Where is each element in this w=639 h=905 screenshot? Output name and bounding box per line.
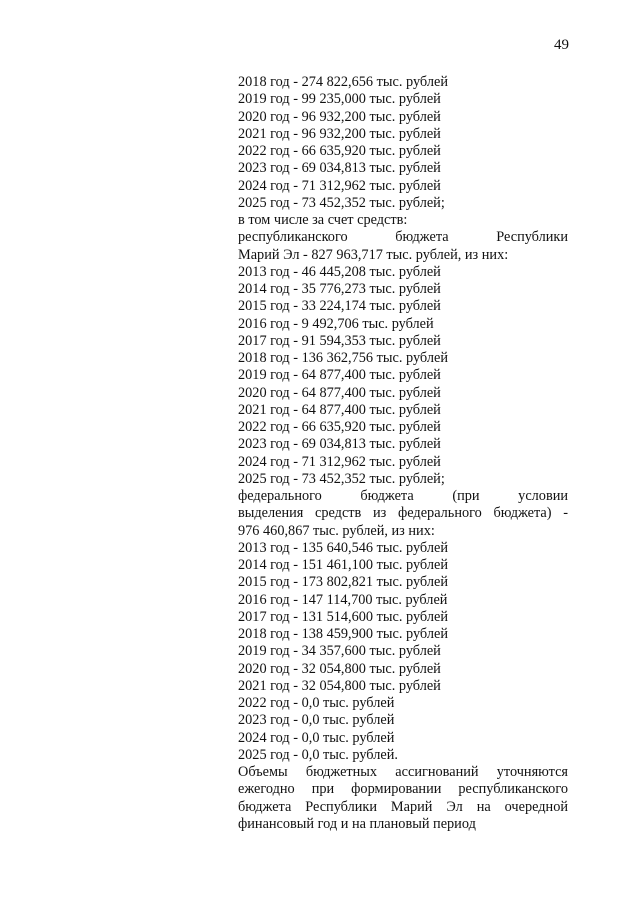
text-line: 2022 год - 0,0 тыс. рублей [238,695,395,711]
document-text [238,74,568,833]
text-line: Марий Эл - 827 963,717 тыс. рублей, из них: [238,246,509,263]
text-line-justified: выделения средств из федерального бюджета) - [238,505,568,522]
text-line: 2025 год - 73 452,352 тыс. рублей; [238,470,445,487]
text-line: 2015 год - 173 802,821 тыс. рублей [238,574,448,591]
text-line: 2015 год - 33 224,174 тыс. рублей [238,298,441,315]
text-line-justified: ежегодно при формировании республиканского [238,781,568,798]
text-line: в том числе за счет средств: [238,212,408,228]
text-line: 2013 год - 46 445,208 тыс. рублей [238,263,441,280]
text-line: 2021 год - 64 877,400 тыс. рублей [238,401,441,418]
text-line: 2019 год - 64 877,400 тыс. рублей [238,367,441,384]
text-line: 2024 год - 0,0 тыс. рублей [238,729,395,746]
text-line: 2019 год - 99 235,000 тыс. рублей [238,91,441,108]
page-number: 49 [554,37,569,53]
text-line: 2017 год - 91 594,353 тыс. рублей [238,332,441,349]
text-line: 2022 год - 66 635,920 тыс. рублей [238,143,441,159]
text-line: 2023 год - 69 034,813 тыс. рублей [238,436,441,453]
text-line: 2014 год - 35 776,273 тыс. рублей [238,281,441,297]
text-line: 2020 год - 96 932,200 тыс. рублей [238,108,441,125]
text-line: 2018 год - 136 362,756 тыс. рублей [238,350,448,366]
text-line: 2016 год - 147 114,700 тыс. рублей [238,591,448,608]
text-line: 2013 год - 135 640,546 тыс. рублей [238,539,448,556]
text-line: финансовый год и на плановый период [238,815,476,832]
text-line: 2018 год - 138 459,900 тыс. рублей [238,626,448,642]
text-line-justified: бюджета Республики Марий Эл на очередной [238,798,568,815]
text-line: 2018 год - 274 822,656 тыс. рублей [238,74,448,90]
text-line: 2024 год - 71 312,962 тыс. рублей [238,453,441,470]
text-line: 2020 год - 64 877,400 тыс. рублей [238,384,441,401]
text-line: 2023 год - 69 034,813 тыс. рублей [238,160,441,177]
text-line: 2024 год - 71 312,962 тыс. рублей [238,177,441,194]
text-line: 2019 год - 34 357,600 тыс. рублей [238,643,441,660]
text-line: 2016 год - 9 492,706 тыс. рублей [238,315,434,332]
text-line: 2014 год - 151 461,100 тыс. рублей [238,557,448,573]
text-line: 2021 год - 96 932,200 тыс. рублей [238,125,441,142]
text-line-justified: республиканского бюджета Республики [238,229,568,246]
text-line: 2020 год - 32 054,800 тыс. рублей [238,660,441,677]
text-line: 2021 год - 32 054,800 тыс. рублей [238,677,441,694]
text-line: 2017 год - 131 514,600 тыс. рублей [238,608,448,625]
text-line: 2025 год - 73 452,352 тыс. рублей; [238,194,445,211]
text-line: 2025 год - 0,0 тыс. рублей. [238,746,398,763]
text-line: 976 460,867 тыс. рублей, из них: [238,522,435,539]
text-line-justified: федерального бюджета (при условии [238,488,568,504]
text-line: 2023 год - 0,0 тыс. рублей [238,712,395,729]
text-line: 2022 год - 66 635,920 тыс. рублей [238,419,441,435]
text-line-justified: Объемы бюджетных ассигнований уточняются [238,764,568,780]
